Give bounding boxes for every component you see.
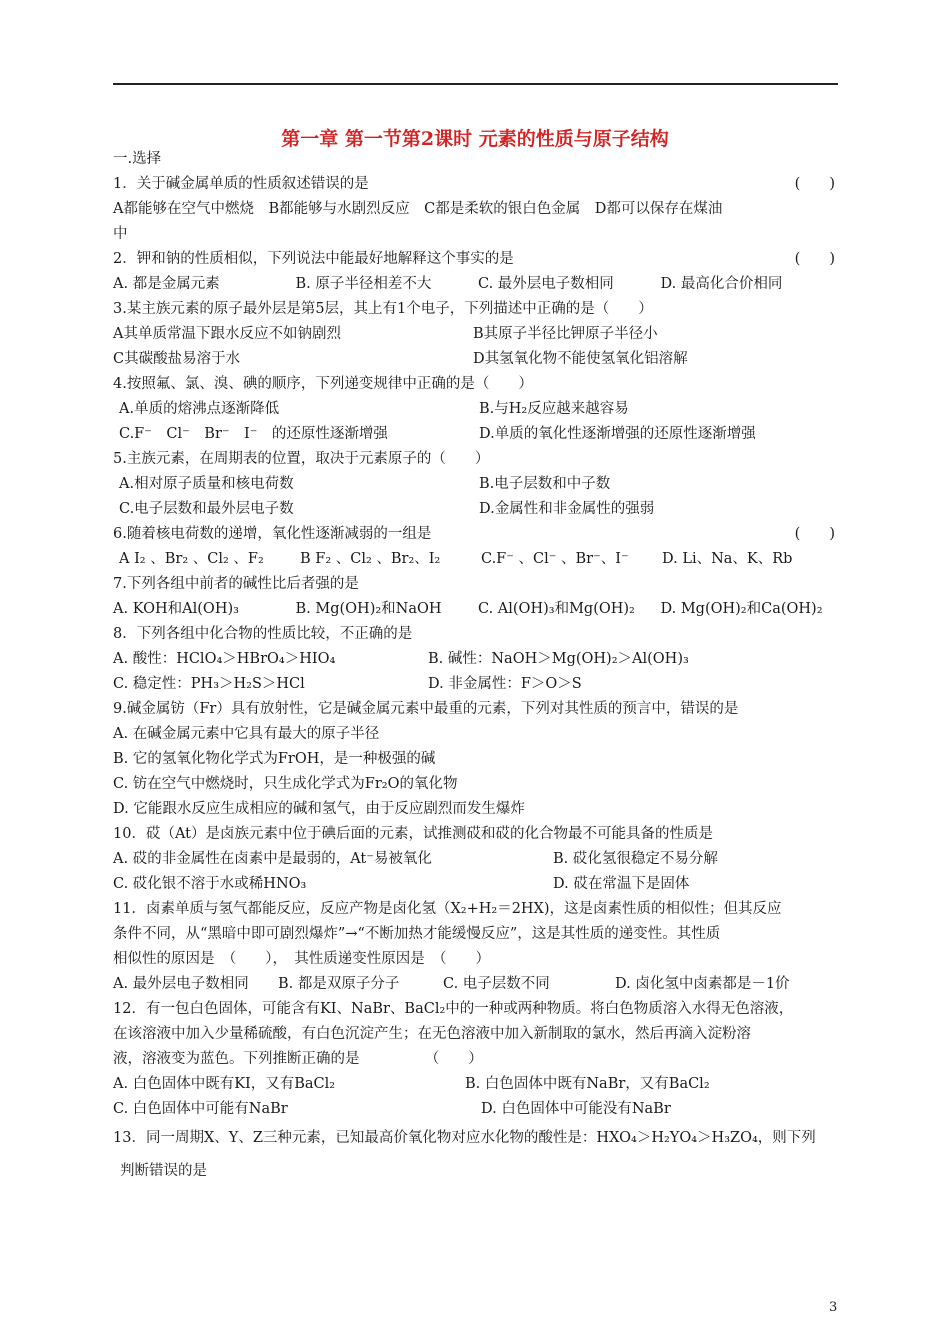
question-11-line-3: 相似性的原因是 （ ）， 其性质递变性原因是 （ ） [113, 951, 490, 967]
question-11-line-1: 11．卤素单质与氢气都能反应，反应产物是卤化氢（X₂+H₂＝2HX)，这是卤素性质的相似性；但其反应 [113, 901, 782, 917]
answer-blank: ( ) [794, 251, 835, 267]
option-c: C. 稳定性：PH₃＞H₂S＞HCl [113, 676, 305, 692]
option-b: B. 原子半径相差不大 [295, 276, 432, 292]
section-heading: 一.选择 [113, 151, 162, 167]
question-2-stem: 2．钾和钠的性质相似，下列说法中能最好地解释这个事实的是 ( ) [113, 247, 843, 272]
question-10-options-row2 [113, 872, 843, 897]
option-a: A其单质常温下跟水反应不如钠剧烈 [113, 326, 341, 342]
option-b: B. 它的氢氧化物化学式为FrOH，是一种极强的碱 [113, 751, 436, 767]
option-d: D. Li、Na、K、Rb [662, 551, 793, 567]
option-d: D. 非金属性：F＞O＞S [428, 676, 582, 692]
option-a: A.单质的熔沸点逐渐降低 [119, 401, 280, 417]
question-11-options [113, 972, 843, 997]
question-7-stem: 7.下列各组中前者的碱性比后者强的是 [113, 576, 359, 592]
option-b: B. 白色固体中既有NaBr，又有BaCl₂ [465, 1076, 710, 1092]
option-d: D. 白色固体中可能没有NaBr [481, 1101, 671, 1117]
question-10-options-row1 [113, 847, 843, 872]
question-3-stem: 3.某主族元素的原子最外层是第5层，其上有1个电子，下列描述中正确的是（ ） [113, 301, 653, 317]
question-4-options-row1 [113, 397, 843, 422]
answer-blank: ( ) [794, 526, 835, 542]
option-a: A.相对原子质量和核电荷数 [119, 476, 294, 492]
question-12-line-2: 在该溶液中加入少量稀硫酸，有白色沉淀产生；在无色溶液中加入新制取的氯水，然后再滴入淀粉溶 [113, 1026, 751, 1042]
question-3-options-row1 [113, 322, 843, 347]
question-13-line-1: 13．同一周期X、Y、Z三种元素，已知最高价氧化物对应水化物的酸性是：HXO₄＞H₂YO₄＞H₃ZO₄，则下列 [113, 1130, 816, 1146]
question-8-options-row2 [113, 672, 843, 697]
option-b: B其原子半径比钾原子半径小 [473, 326, 658, 342]
page-number: 3 [829, 1300, 838, 1315]
option-c: C. Al(OH)₃和Mg(OH)₂ [478, 601, 635, 617]
question-4-stem: 4.按照氟、氯、溴、碘的顺序，下列递变规律中正确的是（ ） [113, 376, 533, 392]
option-d: D. 它能跟水反应生成相应的碱和氢气，由于反应剧烈而发生爆炸 [113, 801, 525, 817]
option-c: C. 最外层电子数相同 [478, 276, 614, 292]
option-d: D. 卤化氢中卤素都是－1价 [615, 976, 790, 992]
option-c: C.F⁻ 、Cl⁻ 、Br⁻、I⁻ [481, 551, 629, 567]
question-12-line-1: 12．有一包白色固体，可能含有KI、NaBr、BaCl₂中的一种或两种物质。将白色物质溶入水得无色溶液， [113, 1001, 794, 1017]
option-d: D. Mg(OH)₂和Ca(OH)₂ [660, 601, 823, 617]
answer-blank: ( ) [794, 176, 835, 192]
option-b: B. Mg(OH)₂和NaOH [295, 601, 442, 617]
option-a: A I₂ 、Br₂ 、Cl₂ 、F₂ [119, 551, 264, 567]
option-c: C其碳酸盐易溶于水 [113, 351, 241, 367]
option-b: B.电子层数和中子数 [479, 476, 611, 492]
question-11-line-2: 条件不同，从“黑暗中即可剧烈爆炸”→“不断加热才能缓慢反应”，这是其性质的递变性。其性质 [113, 926, 721, 942]
question-2-options [113, 272, 843, 297]
option-c: C. 电子层数不同 [443, 976, 550, 992]
option-d: D. 最高化合价相同 [660, 276, 783, 292]
option-b: B.与H₂反应越来越容易 [479, 401, 629, 417]
question-8-stem: 8．下列各组中化合物的性质比较，不正确的是 [113, 626, 413, 642]
option-c: C. 白色固体中可能有NaBr [113, 1101, 288, 1117]
question-1-options: A都能够在空气中燃烧 B都能够与水剧烈反应 C都是柔软的银白色金属 D都可以保存在煤油 [113, 201, 723, 217]
option-a: A. 白色固体中既有KI，又有BaCl₂ [113, 1076, 336, 1092]
question-6-options [113, 547, 843, 572]
question-6-stem: 6.随着核电荷数的递增，氧化性逐渐减弱的一组是 ( ) [113, 522, 843, 547]
option-a: A. 砹的非金属性在卤素中是最弱的，At⁻易被氧化 [113, 851, 432, 867]
question-13-line-2: 判断错误的是 [120, 1163, 207, 1179]
option-b: B. 都是双原子分子 [278, 976, 400, 992]
question-4-options-row2 [113, 422, 843, 447]
question-10-stem: 10．砹（At）是卤族元素中位于碘后面的元素，试推测砹和砹的化合物最不可能具备的性质是 [113, 826, 713, 842]
option-d: D其氢氧化物不能使氢氧化铝溶解 [473, 351, 688, 367]
option-c: C. 钫在空气中燃烧时，只生成化学式为Fr₂O的氧化物 [113, 776, 458, 792]
option-c: C.电子层数和最外层电子数 [119, 501, 294, 517]
question-3-options-row2 [113, 347, 843, 372]
option-d: D.金属性和非金属性的强弱 [479, 501, 655, 517]
header-rule [113, 83, 838, 85]
option-a: A. 在碱金属元素中它具有最大的原子半径 [113, 726, 380, 742]
question-12-line-3: 液，溶液变为蓝色。下列推断正确的是 （ ） [113, 1051, 483, 1067]
question-list [113, 147, 843, 1184]
option-d: D.单质的氧化性逐渐增强的还原性逐渐增强 [479, 426, 756, 442]
question-5-stem: 5.主族元素，在周期表的位置，取决于元素原子的（ ） [113, 451, 490, 467]
option-c: C. 砹化银不溶于水或稀HNO₃ [113, 876, 307, 892]
question-1-options-wrap: 中 [113, 226, 128, 242]
option-b: B F₂ 、Cl₂ 、Br₂、I₂ [300, 551, 441, 567]
option-d: D. 砹在常温下是固体 [553, 876, 690, 892]
option-a: A. 最外层电子数相同 [113, 976, 249, 992]
question-9-stem: 9.碱金属钫（Fr）具有放射性，它是碱金属元素中最重的元素，下列对其性质的预言中，错误的是 [113, 701, 739, 717]
question-5-options-row2 [113, 497, 843, 522]
question-12-options-row2 [113, 1097, 843, 1122]
option-b: B. 碱性：NaOH＞Mg(OH)₂＞Al(OH)₃ [428, 651, 689, 667]
question-1-stem: 1．关于碱金属单质的性质叙述错误的是 ( ) [113, 172, 843, 197]
question-8-options-row1 [113, 647, 843, 672]
option-a: A. 都是金属元素 [113, 276, 220, 292]
option-c: C.F⁻ Cl⁻ Br⁻ I⁻ 的还原性逐渐增强 [119, 426, 388, 442]
page-title: 第一章 第一节第2课时 元素的性质与原子结构 [281, 128, 669, 150]
question-12-options-row1 [113, 1072, 843, 1097]
question-5-options-row1 [113, 472, 843, 497]
option-a: A. KOH和Al(OH)₃ [113, 601, 239, 617]
option-a: A. 酸性：HClO₄＞HBrO₄＞HIO₄ [113, 651, 336, 667]
option-b: B. 砹化氢很稳定不易分解 [553, 851, 718, 867]
question-7-options [113, 597, 843, 622]
